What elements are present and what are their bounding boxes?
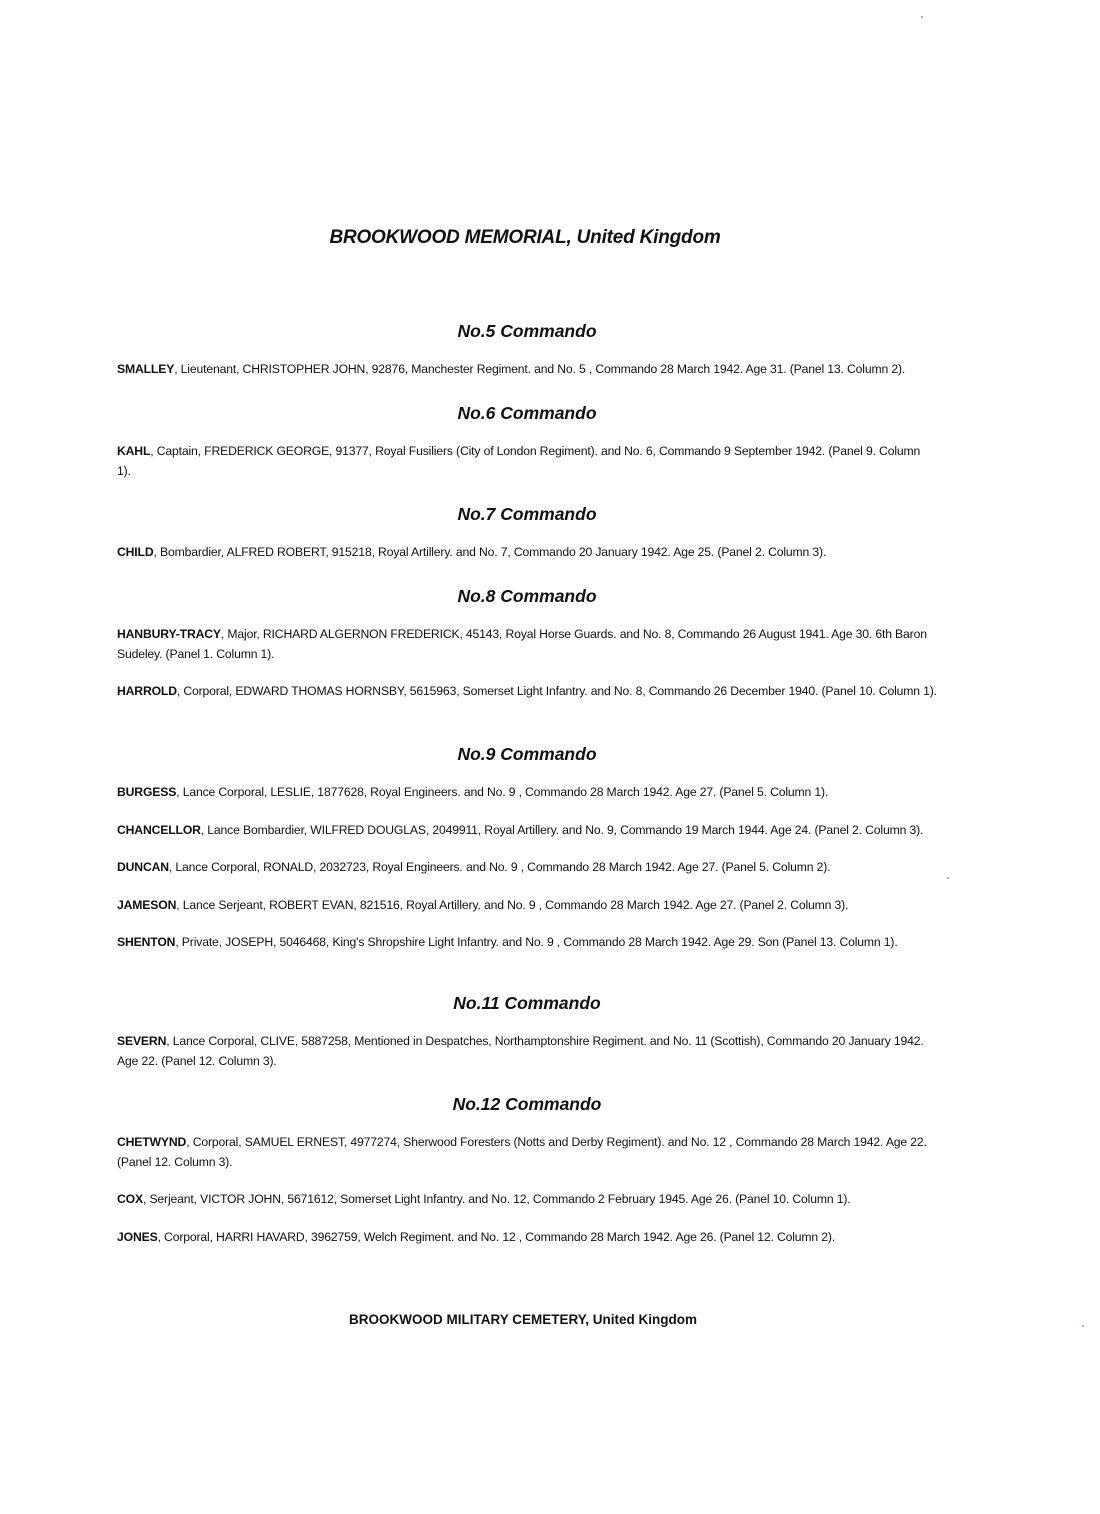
casualty-entry	[117, 442, 937, 481]
section-heading: No.5 Commando	[457, 321, 597, 341]
section-no9-commando	[117, 743, 937, 971]
entry-surname: CHETWYND	[117, 1135, 187, 1149]
casualty-entry	[117, 858, 937, 878]
section-heading: No.12 Commando	[452, 1094, 602, 1114]
section-heading: No.11 Commando	[453, 993, 601, 1013]
entry-surname: SEVERN	[117, 1034, 167, 1048]
casualty-entry	[117, 933, 937, 953]
section-heading: No.7 Commando	[457, 504, 597, 524]
section-heading: No.9 Commando	[457, 744, 597, 764]
entry-details: , Lance Corporal, LESLIE, 1877628, Royal Engineers. and No. 9 , Commando 28 March 1942. Age 27. (Panel 5. Column 1).	[176, 785, 829, 799]
casualty-entry	[117, 1133, 937, 1172]
casualty-entry	[117, 625, 937, 664]
entry-details: , Lance Serjeant, ROBERT EVAN, 821516, Royal Artillery. and No. 9 , Commando 28 March 1942. Age 27. (Panel 2. Column 3).	[176, 897, 849, 912]
casualty-entry	[117, 1228, 937, 1248]
entry-surname: HANBURY-TRACY	[117, 627, 221, 641]
entry-details: , Corporal, HARRI HAVARD, 3962759, Welch Regiment. and No. 12 , Commando 28 March 1942. Age 26. (Panel 12. Column 2).	[157, 1229, 836, 1244]
section-no7-commando	[117, 503, 937, 581]
casualty-entry	[117, 896, 937, 916]
casualty-entry	[117, 682, 937, 702]
entry-list	[117, 442, 937, 481]
entry-list	[117, 783, 937, 953]
entry-details: , Captain, FREDERICK GEORGE, 91377, Royal Fusiliers (City of London Regiment). and No. 6, Commando 9 September 1942. (Panel 9. Column 1).	[117, 444, 921, 478]
entry-list	[117, 360, 937, 380]
scan-speck	[1082, 1325, 1084, 1327]
entry-list	[117, 543, 937, 563]
entry-details: , Lance Bombardier, WILFRED DOUGLAS, 2049911, Royal Artillery. and No. 9, Commando 19 March 1944. Age 24. (Panel 2. Column 3).	[200, 822, 924, 837]
section-no12-commando	[117, 1093, 937, 1265]
entry-surname: COX	[117, 1192, 143, 1206]
entry-surname: CHANCELLOR	[117, 822, 201, 837]
entry-details: , Bombardier, ALFRED ROBERT, 915218, Royal Artillery. and No. 7, Commando 20 January 1942. Age 25. (Panel 2. Column 3).	[153, 545, 827, 559]
entry-details: , Lance Corporal, CLIVE, 5887258, Mentioned in Despatches, Northamptonshire Regiment. and No. 11 (Scottish), Commando 20 January 1942. Age 22. (Panel 12. Column 3).	[117, 1034, 924, 1068]
section-heading: No.8 Commando	[457, 586, 597, 606]
entry-surname: JAMESON	[117, 897, 177, 912]
entry-details: , Lance Corporal, RONALD, 2032723, Royal Engineers. and No. 9 , Commando 28 March 1942. Age 27. (Panel 5. Column 2).	[168, 860, 831, 874]
section-no8-commando	[117, 585, 937, 720]
casualty-entry	[117, 360, 937, 380]
section-no11-commando	[117, 992, 937, 1089]
entry-list	[117, 1133, 937, 1247]
entry-list	[117, 1032, 937, 1071]
cemetery-title: BROOKWOOD MILITARY CEMETERY, United Kingdom	[349, 1312, 697, 1327]
entry-details: , Corporal, SAMUEL ERNEST, 4977274, Sherwood Foresters (Notts and Derby Regiment). and No. 12 , Commando 28 March 1942. Age 22. (Panel 12. Column 3).	[117, 1135, 927, 1169]
scan-speck	[947, 877, 949, 879]
memorial-title: BROOKWOOD MEMORIAL, United Kingdom	[329, 227, 721, 248]
section-no5-commando	[117, 320, 937, 398]
entry-list	[117, 625, 937, 702]
entry-surname: BURGESS	[117, 785, 177, 799]
entry-surname: JONES	[117, 1229, 158, 1244]
casualty-entry	[117, 1032, 937, 1071]
entry-surname: CHILD	[117, 545, 154, 559]
entry-surname: HARROLD	[117, 684, 177, 698]
casualty-entry	[117, 1190, 937, 1210]
entry-surname: SMALLEY	[117, 362, 175, 376]
scan-speck	[921, 16, 923, 18]
entry-surname: KAHL	[117, 444, 151, 458]
section-no6-commando	[117, 402, 937, 499]
entry-surname: SHENTON	[117, 935, 176, 949]
casualty-entry	[117, 543, 937, 563]
entry-details: , Serjeant, VICTOR JOHN, 5671612, Somerset Light Infantry. and No. 12, Commando 2 February 1945. Age 26. (Panel 10. Column 1).	[142, 1192, 851, 1206]
entry-details: , Major, RICHARD ALGERNON FREDERICK, 45143, Royal Horse Guards. and No. 8, Commando 26 August 1941. Age 30. 6th Baron Sudeley. (Panel 1. Column 1).	[117, 627, 927, 661]
entry-surname: DUNCAN	[117, 860, 169, 874]
entry-details: , Lieutenant, CHRISTOPHER JOHN, 92876, Manchester Regiment. and No. 5 , Commando 28 March 1942. Age 31. (Panel 13. Column 2).	[174, 362, 906, 376]
casualty-entry	[117, 783, 937, 803]
entry-details: , Private, JOSEPH, 5046468, King's Shropshire Light Infantry. and No. 9 , Commando 28 March 1942. Age 29. Son (Panel 13. Column 1).	[175, 935, 898, 949]
casualty-entry	[117, 821, 937, 841]
entry-details: , Corporal, EDWARD THOMAS HORNSBY, 5615963, Somerset Light Infantry. and No. 8, Commando 26 December 1940. (Panel 10. Column 1).	[176, 684, 937, 698]
section-heading: No.6 Commando	[457, 403, 597, 423]
